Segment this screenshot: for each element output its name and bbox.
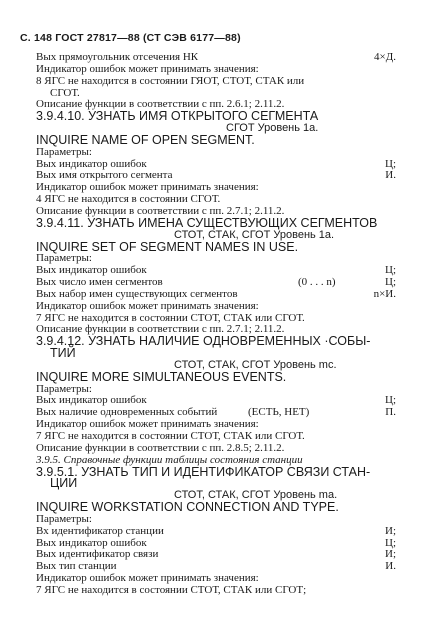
line-text: Вых наличие одновременных событий	[36, 406, 218, 419]
line-text: 3.9.4.11. УЗНАТЬ ИМЕНА СУЩЕСТВУЮЩИХ СЕГМЕНТОВ	[36, 215, 378, 230]
line-text: INQUIRE NAME OF OPEN SEGMENT.	[36, 132, 255, 147]
line-text: Вых идентификатор связи	[36, 548, 159, 561]
text-line	[36, 64, 396, 76]
line-type-code: 4×Д.	[374, 51, 396, 63]
line-text: Вых индикатор ошибок	[36, 394, 147, 407]
line-text: Вых число имен сегментов	[36, 276, 163, 289]
line-type-code: Ц;	[385, 264, 396, 277]
line-text: Индикатор ошибок может принимать значения:	[36, 181, 259, 194]
line-middle-text: СТОТ, СТАК, СГОТ Уровень mc.	[174, 358, 337, 371]
line-type-code: П.	[385, 406, 396, 419]
text-line	[36, 111, 396, 123]
line-type-code: И;	[385, 524, 396, 537]
text-line	[36, 526, 396, 538]
text-line	[36, 514, 396, 526]
line-text: СГОТ.	[50, 86, 80, 99]
line-text: Параметры:	[36, 145, 92, 158]
text-line	[36, 369, 396, 384]
line-type-code: Ц;	[385, 157, 396, 170]
text-line	[36, 76, 396, 88]
text-line	[36, 301, 396, 313]
line-text: Вых индикатор ошибок	[36, 264, 147, 277]
line-text: 7 ЯГС не находится в состоянии СТОТ, СТАК или СГОТ.	[36, 430, 305, 442]
line-text: 7 ЯГС не находится в состоянии СТОТ, СТАК или СГОТ.	[36, 311, 305, 324]
line-text: 3.9.5. Справочные функции таблицы состояния станции	[36, 453, 303, 466]
text-line	[36, 132, 396, 147]
text-line	[36, 215, 396, 230]
line-type-code: n×И.	[373, 287, 396, 300]
line-type-code: Ц;	[385, 276, 396, 289]
line-text: ЦИИ	[50, 476, 78, 491]
text-line	[36, 336, 396, 348]
line-text: Параметры:	[36, 382, 92, 395]
line-text: Вх идентификатор станции	[36, 524, 164, 537]
line-text: Описание функции в соответствии с пп. 2.8.5; 2.11.2.	[36, 441, 285, 454]
line-text: 3.9.4.10. УЗНАТЬ ИМЯ ОТКРЫТОГО СЕГМЕНТА	[36, 109, 319, 124]
line-text: Вых набор имен существующих сегментов	[36, 287, 238, 300]
line-text: 7 ЯГС не находится в состоянии СТОТ, СТАК или СГОТ;	[36, 583, 307, 596]
line-middle-text: (ЕСТЬ, НЕТ)	[248, 406, 310, 419]
line-text: Параметры:	[36, 512, 92, 525]
text-line	[36, 289, 396, 301]
line-text: INQUIRE WORKSTATION CONNECTION AND TYPE.	[36, 500, 339, 515]
line-text: Описание функции в соответствии с пп. 2.6.1; 2.11.2.	[36, 98, 285, 111]
line-middle-text: СГОТ Уровень 1а.	[226, 122, 319, 135]
line-text: Вых индикатор ошибок	[36, 536, 147, 549]
line-text: Вых тип станции	[36, 560, 117, 573]
text-line	[36, 443, 396, 455]
line-text: 8 ЯГС не находится в состоянии ГЯОТ, СТОТ, СТАК или	[36, 74, 305, 87]
line-type-code: Ц;	[385, 536, 396, 549]
text-line	[36, 585, 396, 597]
line-type-code: И;	[385, 548, 396, 561]
line-text: Описание функции в соответствии с пп. 2.7.1; 2.11.2.	[36, 204, 285, 217]
line-text: INQUIRE MORE SIMULTANEOUS EVENTS.	[36, 369, 287, 384]
line-text: Описание функции в соответствии с пп. 2.7.1; 2.11.2.	[36, 323, 285, 336]
line-text: 4 ЯГС не находится в состоянии СГОТ.	[36, 193, 221, 206]
line-text: ТИЙ	[50, 346, 76, 361]
line-text: Параметры:	[36, 252, 92, 265]
line-text: 3.9.4.12. УЗНАТЬ НАЛИЧИЕ ОДНОВРЕМЕННЫХ ·СОБЫ-	[36, 334, 371, 349]
line-text: Вых имя открытого сегмента	[36, 169, 173, 182]
line-text: Индикатор ошибок может принимать значения:	[36, 572, 259, 585]
line-text: Индикатор ошибок может принимать значения:	[36, 299, 259, 312]
line-middle-text: СТОТ, СТАК, СГОТ Уровень ma.	[174, 489, 338, 502]
line-type-code: И.	[385, 169, 396, 182]
line-middle-text: (0 . . . n)	[298, 276, 336, 289]
line-type-code: Ц;	[385, 394, 396, 407]
line-text: Вых индикатор ошибок	[36, 157, 147, 170]
page-body	[36, 52, 396, 597]
text-line	[36, 147, 396, 159]
page-header: С. 148 ГОСТ 27817—88 (СТ СЭВ 6177—88)	[20, 32, 241, 44]
line-type-code: И.	[385, 560, 396, 573]
line-middle-text: СТОТ, СТАК, СГОТ Уровень 1а.	[174, 228, 335, 241]
line-text: INQUIRE SET OF SEGMENT NAMES IN USE.	[36, 239, 299, 254]
line-text: Вых прямоугольник отсечения НК	[36, 51, 199, 63]
line-text: Индикатор ошибок может принимать значения:	[36, 418, 259, 431]
line-text: Индикатор ошибок может принимать значения:	[36, 62, 259, 75]
text-line	[36, 464, 396, 479]
line-text: 3.9.5.1. УЗНАТЬ ТИП И ИДЕНТИФИКАТОР СВЯЗИ СТАН-	[36, 464, 371, 479]
